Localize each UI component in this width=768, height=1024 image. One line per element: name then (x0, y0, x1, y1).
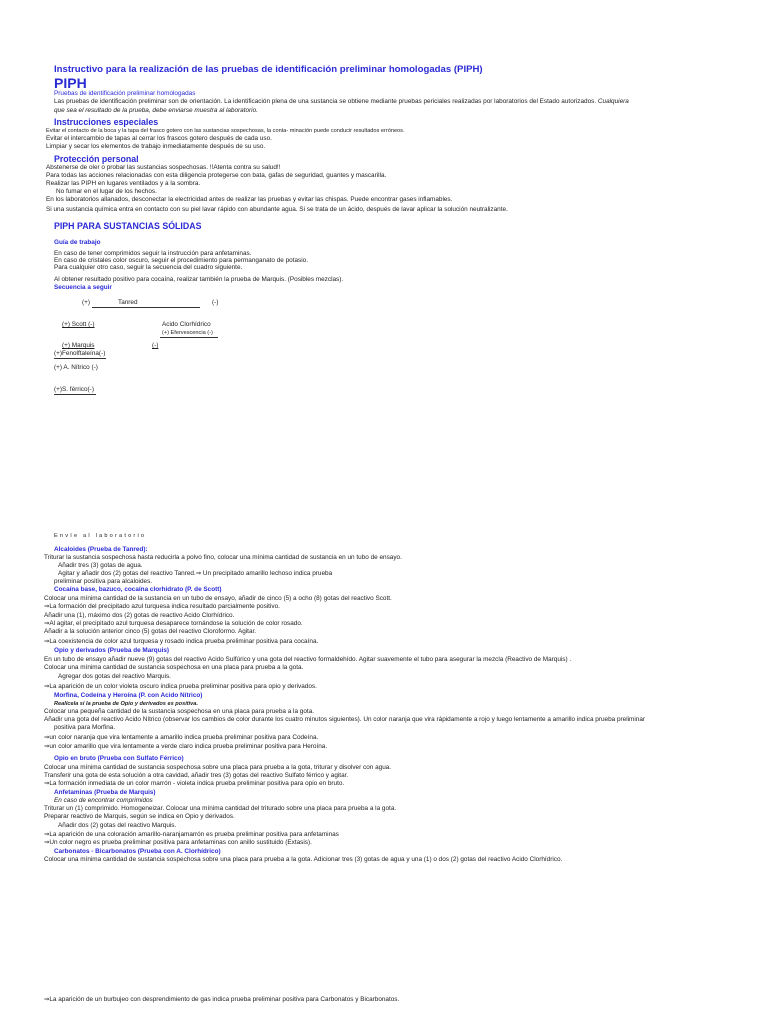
flow-negative-2: (-) (152, 342, 159, 349)
section-heading-proteccion: Protección personal (54, 154, 139, 164)
section-heading-especiales: Instrucciones especiales (54, 117, 159, 127)
cocaina-line: ⇒La formación del precipitado azul turquesa indica resultado parcialmente positivo. (44, 603, 280, 610)
flow-fenolftaleina-line (54, 358, 106, 359)
opio-bruto-line: ⇒La formación inmediata de un color marrón - violeta indica prueba preliminar positiva para opio en bruto. (44, 780, 345, 787)
morfina-line: Colocar una pequeña cantidad de la sustancia sospechosa en una placa para prueba a la gota. (44, 708, 315, 715)
opio-bruto-line: Transferir una gota de esta solución a otra cavidad, añadir tres (3) gotas del reactivo Sulfato férrico y agitar. (44, 772, 349, 779)
cocaina-note: Al obtener resultado positivo para cocaína, realizar también la prueba de Marquis. (Posibles mezclas). (54, 276, 344, 283)
flow-acido: Acido Clorhídrico (162, 321, 211, 328)
carbonatos-footer: ⇒La aparición de un burbujeo con desprendimiento de gas indica prueba preliminar positiva para Carbonatos y Bicarbonatos. (44, 996, 400, 1003)
opio-heading: Opio y derivados (Prueba de Marquis) (54, 647, 170, 654)
section-heading-solidas: PIPH PARA SUSTANCIAS SÓLIDAS (54, 221, 202, 231)
opio-bruto-line: Colocar una mínima cantidad de sustancia sospechosa sobre una placa para prueba a la gota, triturar y disolver con agua. (44, 764, 392, 771)
cocaina-line: ⇒La coexistencia de color azul turquesa y rosado indica prueba preliminar positiva para cocaína. (44, 638, 319, 645)
intro-paragraph (54, 98, 629, 106)
anfetaminas-line: ⇒Un color negro es prueba preliminar positiva para anfetaminas con anillo sustituido (Extasis). (44, 839, 312, 846)
especiales-line: Evitar el contacto de la boca y la tapa del frasco gotero con las sustancias sospechosas, la conta- minación puede conducir resultados erróneos. (46, 128, 405, 134)
proteccion-line: Para todas las acciones relacionadas con esta diligencia protegerse con bata, gafas de seguridad, guantes y mascarilla. (46, 172, 387, 179)
flow-negative-1: (-) (212, 299, 219, 306)
especiales-line: Limpiar y secar los elementos de trabajo inmediatamente después de su uso. (46, 143, 266, 150)
alcaloides-line: Agitar y añadir dos (2) gotas del reactivo Tanred.⇒ Un precipitado amarillo lechoso indica prueba (58, 570, 333, 577)
morfina-heading: Morfina, Codeína y Heroína (P. con Acido Nítrico) (54, 692, 203, 699)
cocaina-heading: Cocaína base, bazuco, cocaína clorhidrato (P. de Scott) (54, 586, 222, 593)
morfina-note: Realícela si la prueba de Opio y derivados es positiva. (54, 701, 198, 707)
flow-scott: (+) Scott (-) (62, 321, 95, 328)
proteccion-line: En los laboratorios allanados, desconectar la electricidad antes de realizar las pruebas y evitar las chispas. Puede encontrar gases inflamables. (46, 196, 453, 203)
alcaloides-line: preliminar positiva para alcaloides. (54, 578, 153, 585)
guia-heading: Guía de trabajo (54, 239, 101, 246)
morfina-line: positiva para Morfina. (54, 724, 116, 731)
intro-italic: Cualquiera (597, 98, 629, 105)
proteccion-line: No fumar en el lugar de los hechos. (56, 188, 157, 195)
intro-line-2: que sea el resultado de la prueba, debe enviarse muestra al laboratorio. (54, 107, 258, 114)
morfina-line: Añadir una gota del reactivo Acido Nítrico (observar los cambios de color durante los cuatro minutos siguientes). Un color naranja que vira rápidamente a rojo y luego lentamente a amarillo indica prueba preliminar (44, 716, 646, 723)
secuencia-heading: Secuencia a seguir (54, 284, 112, 291)
cocaina-line: Colocar una mínima cantidad de la sustancia en un tubo de ensayo, añadir de cinco (5) a ocho (8) gotas del reactivo Scott. (44, 595, 392, 602)
opio-line: En un tubo de ensayo añadir nueve (9) gotas del reactivo Acido Sulfúrico y una gota del reactivo formaldehído. Agitar suavemente el tubo para asegurar la mezcla (Reactivo de Marquis) . (44, 656, 572, 663)
morfina-line: ⇒un color naranja que vira lentamente a amarillo indica prueba preliminar positiva para Codeína. (44, 734, 319, 741)
morfina-line: ⇒un color amarillo que vira lentamente a verde claro indica prueba preliminar positiva para Heroína. (44, 743, 328, 750)
anfetaminas-heading: Anfetaminas (Prueba de Marquis) (54, 789, 156, 796)
opio-line: Colocar una mínima cantidad de sustancia sospechosa en una placa para prueba a la gota. (44, 664, 304, 671)
proteccion-line: Abstenerse de oler o probar las sustancias sospechosas. !!Atenta contra su salud!! (46, 164, 281, 171)
flow-nitrico: (+) A. Nítrico (-) (54, 364, 98, 371)
cocaina-line: ⇒Al agitar, el precipitado azul turquesa desaparece tornándose la solución de color rosado. (44, 620, 303, 627)
anfetaminas-note: En caso de encontrar comprimidos (54, 797, 153, 804)
carbonatos-line: Colocar una mínima cantidad de sustancia sospechosa sobre una placa para prueba a la gota. Adicionar tres (3) gotas de agua y una (1) o dos (2) gotas del reactivo Acido Clorhídrico. (44, 856, 563, 863)
alcaloides-line: Triturar la sustancia sospechosa hasta reducirla a polvo fino, colocar una mínima cantidad de sustancia en un tubo de ensayo. (44, 554, 402, 561)
flow-sferrico: (+)S. férrico(-) (54, 386, 94, 393)
guia-line: Para cualquier otro caso, seguir la secuencia del cuadro siguiente. (54, 264, 243, 271)
document-title: Instructivo para la realización de las pruebas de identificación preliminar homologadas (PIPH) (54, 64, 483, 75)
opio-line: Agregar dos gotas del reactivo Marquis. (58, 673, 171, 680)
opio-line: ⇒La aparición de un color violeta oscuro indica prueba preliminar positiva para opio y derivados. (44, 683, 317, 690)
flow-tanred-line (92, 307, 200, 308)
flow-fenolftaleina: (+)Fenolftaleína(-) (54, 350, 106, 357)
anfetaminas-line: Añadir dos (2) gotas del reactivo Marquis. (58, 822, 177, 829)
flow-sferrico-line (54, 394, 96, 395)
anfetaminas-line: ⇒La aparición de una coloración amarillo-naranjamarrón es prueba preliminar positiva para anfetaminas (44, 831, 339, 838)
guia-line: En caso de cristales color oscuro, seguir el procedimiento para permanganato de potasio. (54, 257, 308, 264)
subtitle: Pruebas de identificación preliminar homologadas (54, 90, 196, 97)
cocaina-line: Añadir una (1), máximo dos (2) gotas de reactivo Acido Clorhídrico. (44, 612, 235, 619)
flow-efervescencia: (+) Efervescencia (-) (162, 330, 213, 336)
proteccion-line: Realizar las PIPH en lugares ventilados y a la sombra. (46, 180, 201, 187)
proteccion-line: Si una sustancia química entra en contacto con su piel lavar rápido con abundante agua. Si se trata de un ácido, después de lavar aplicar la solución neutralizante. (46, 206, 508, 213)
alcaloides-line: Añadir tres (3) gotas de agua. (58, 562, 143, 569)
especiales-line: Evitar el intercambio de tapas al cerrar los frascos gotero después de cada uso. (46, 135, 272, 142)
guia-line: En caso de tener comprimidos seguir la instrucción para anfetaminas. (54, 250, 252, 257)
opio-bruto-heading: Opio en bruto (Prueba con Sulfato Férrico) (54, 755, 184, 762)
anfetaminas-line: Preparar reactivo de Marquis, según se indica en Opio y derivados. (44, 813, 235, 820)
flow-tanred: Tanred (118, 299, 138, 306)
anfetaminas-line: Triturar un (1) comprimido. Homogeneizar. Colocar una mínima cantidad del triturado sobre una placa para prueba a la gota. (44, 805, 397, 812)
intro-text: Las pruebas de identificación preliminar son de orientación. La identificación plena de una sustancia se obtiene mediante pruebas periciales realizadas por laboratorios del Estado autorizados. (54, 98, 597, 105)
flow-marquis: (+) Marquis (62, 342, 95, 349)
flow-positive-1: (+) (82, 299, 90, 306)
envio-laboratorio: Envíe al laboratorio (54, 533, 147, 539)
alcaloides-heading: Alcaloides (Prueba de Tanred): (54, 546, 148, 553)
flow-acido-line (160, 337, 218, 338)
carbonatos-heading: Carbonatos - Bicarbonatos (Prueba con A. Clorhídrico) (54, 848, 221, 855)
cocaina-line: Añadir a la solución anterior cinco (5) gotas del reactivo Cloroformo. Agitar. (44, 628, 257, 635)
piph-acronym: PIPH (54, 75, 87, 91)
